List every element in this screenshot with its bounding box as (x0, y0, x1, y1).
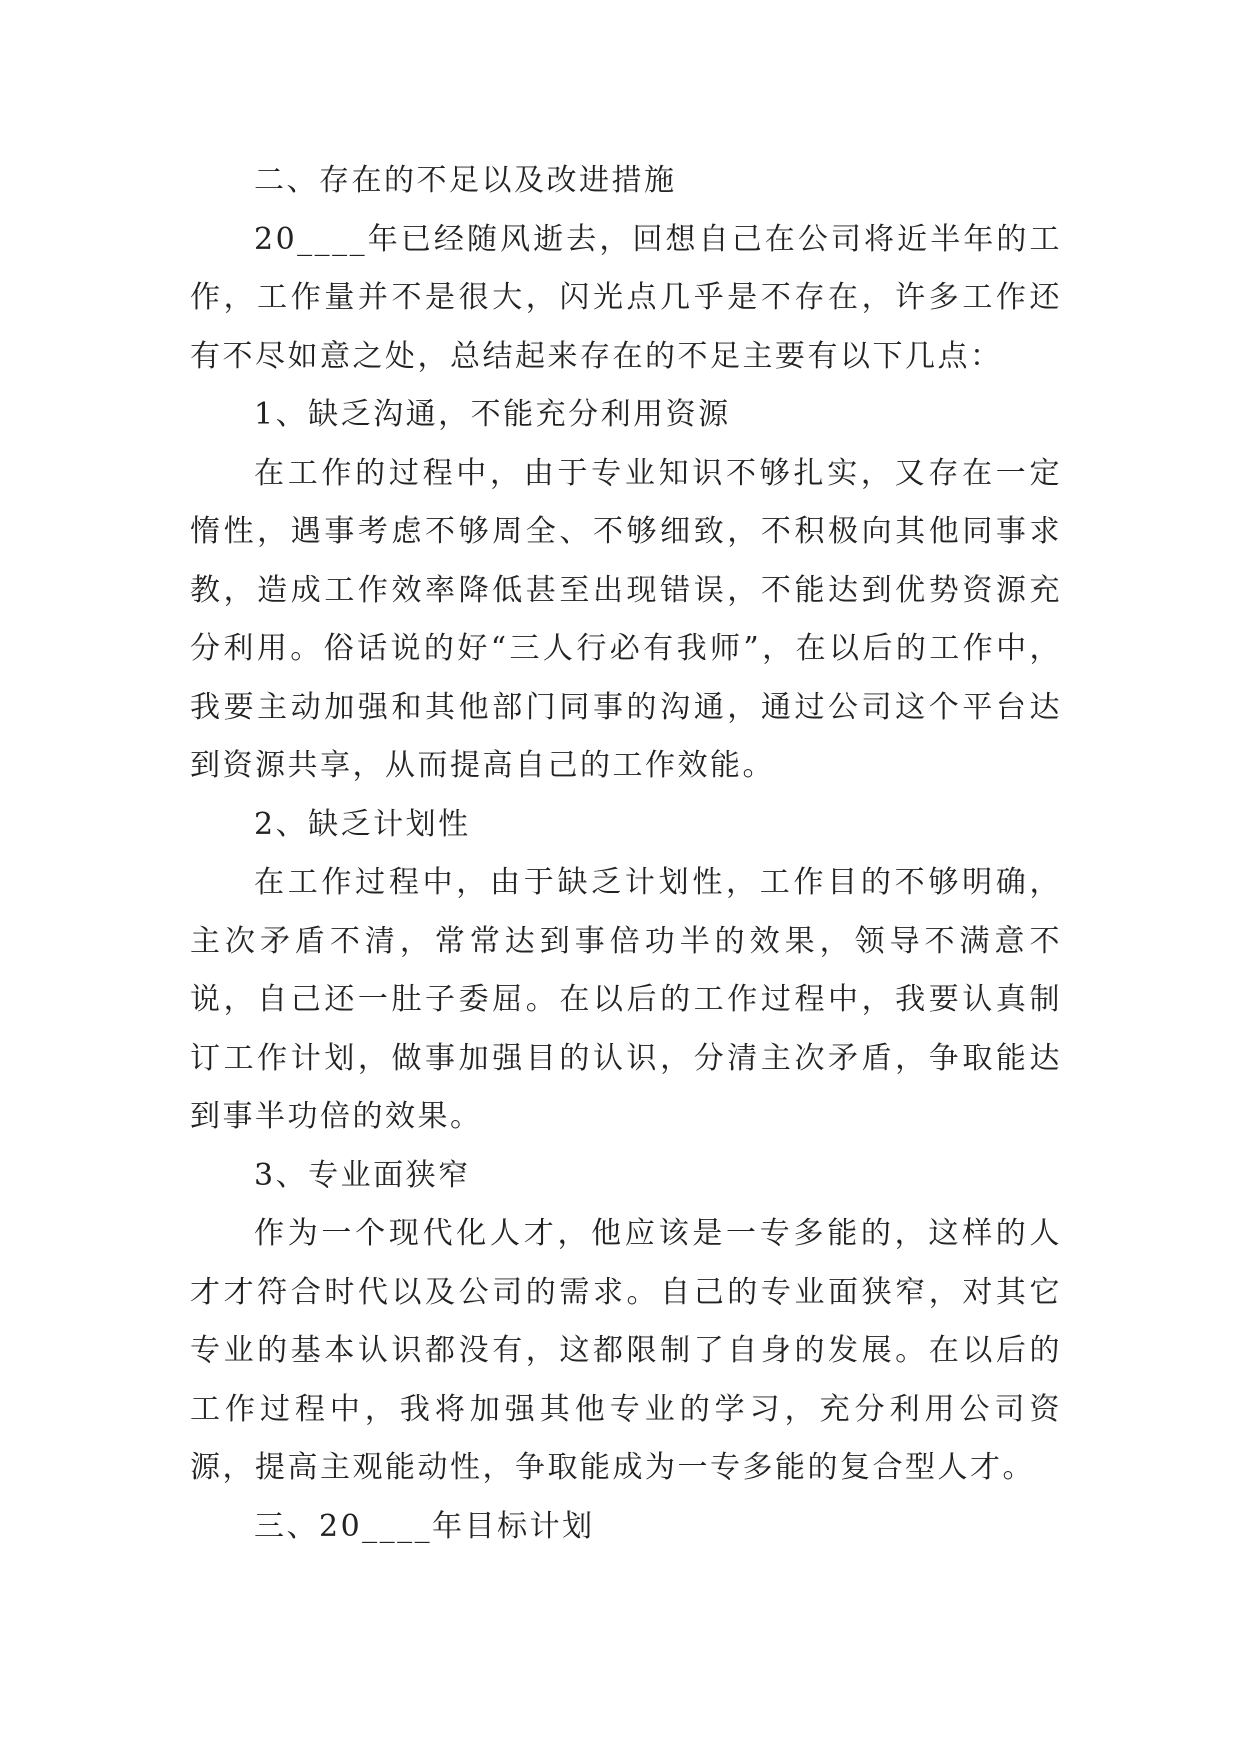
point-two-body: 在工作过程中，由于缺乏计划性，工作目的不够明确，主次矛盾不清，常常达到事倍功半的效果，领导不满意不说，自己还一肚子委屈。在以后的工作过程中，我要认真制订工作计划，做事加强目的认识，分清主次矛盾，争取能达到事半功倍的效果。 (190, 865, 1062, 1134)
section-two-heading: 二、存在的不足以及改进措施 (254, 163, 677, 198)
document-body (190, 152, 1062, 1556)
section-three-heading: 三、20____年目标计划 (254, 1508, 595, 1544)
intro-paragraph: 20____年已经随风逝去，回想自己在公司将近半年的工作，工作量并不是很大，闪光点几乎是不存在，许多工作还有不尽如意之处，总结起来存在的不足主要有以下几点： (190, 221, 1062, 374)
point-one-heading: 1、缺乏沟通，不能充分利用资源 (254, 397, 731, 432)
point-three-body: 作为一个现代化人才，他应该是一专多能的，这样的人才才符合时代以及公司的需求。自己的专业面狭窄，对其它专业的基本认识都没有，这都限制了自身的发展。在以后的工作过程中，我将加强其他专业的学习，充分利用公司资源，提高主观能动性，争取能成为一专多能的复合型人才。 (190, 1216, 1062, 1485)
point-one-body: 在工作的过程中，由于专业知识不够扎实，又存在一定惰性，遇事考虑不够周全、不够细致，不积极向其他同事求教，造成工作效率降低甚至出现错误，不能达到优势资源充分利用。俗话说的好“三人行必有我师”，在以后的工作中，我要主动加强和其他部门同事的沟通，通过公司这个平台达到资源共享，从而提高自己的工作效能。 (190, 455, 1062, 783)
point-two-heading: 2、缺乏计划性 (254, 806, 471, 842)
point-three-heading: 3、专业面狭窄 (254, 1157, 471, 1193)
